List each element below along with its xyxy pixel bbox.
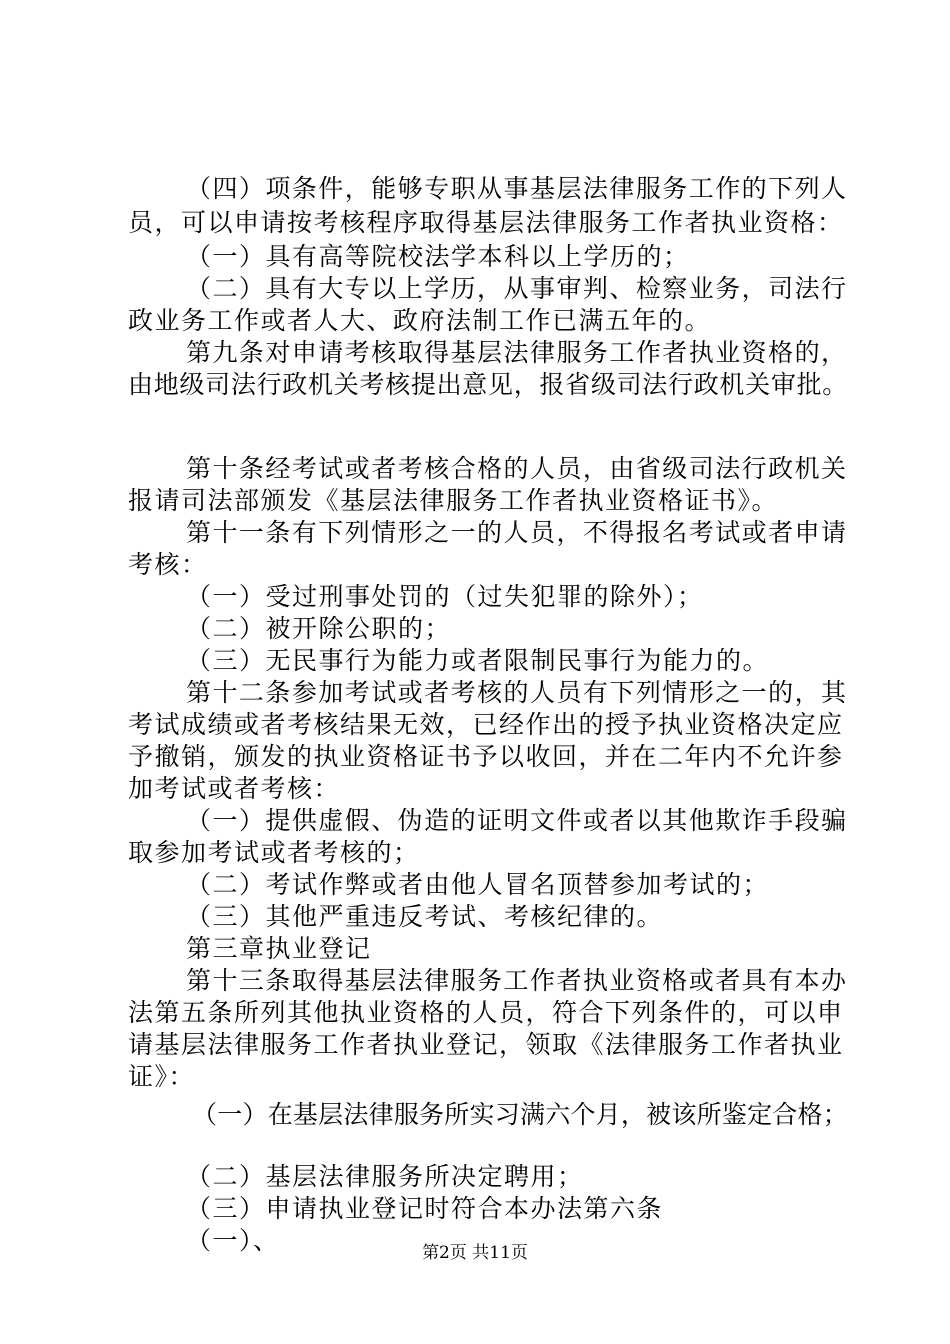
chapter-heading: 第三章执业登记 xyxy=(186,934,372,963)
page-footer: 第2页 共11页 xyxy=(422,1243,528,1263)
paragraph-line: （一）提供虚假、伪造的证明文件或者以其他欺诈手段骗 xyxy=(186,806,848,835)
paragraph-line: （二）基层法律服务所决定聘用； xyxy=(186,1162,584,1191)
paragraph-line: 第十条经考试或者考核合格的人员，由省级司法行政机关 xyxy=(186,454,848,483)
paragraph-line: （一）具有高等院校法学本科以上学历的； xyxy=(186,242,690,271)
paragraph-line: （三）无民事行为能力或者限制民事行为能力的。 xyxy=(186,646,770,675)
paragraph-line: 第十一条有下列情形之一的人员，不得报名考试或者申请 xyxy=(186,518,848,547)
paragraph-line: 取参加考试或者考核的； xyxy=(128,838,420,867)
paragraph-line: 请基层法律服务工作者执业登记，领取《法律服务工作者执业 xyxy=(128,1030,844,1059)
paragraph-line: （三）其他严重违反考试、考核纪律的。 xyxy=(186,902,664,931)
paragraph-line: 予撤销，颁发的执业资格证书予以收回，并在二年内不允许参 xyxy=(128,742,844,771)
paragraph-line: （四）项条件，能够专职从事基层法律服务工作的下列人 xyxy=(186,174,848,203)
paragraph-line: 员，可以申请按考核程序取得基层法律服务工作者执业资格： xyxy=(128,208,844,237)
paragraph-line: 由地级司法行政机关考核提出意见，报省级司法行政机关审批。 xyxy=(128,370,849,399)
paragraph-line: （一）受过刑事处罚的（过失犯罪的除外）； xyxy=(186,582,704,611)
paragraph-line: 加考试或者考核： xyxy=(128,774,341,803)
paragraph-line: 考试成绩或者考核结果无效，已经作出的授予执业资格决定应 xyxy=(128,710,844,739)
paragraph-line: 报请司法部颁发《基层法律服务工作者执业资格证书》。 xyxy=(128,486,779,515)
paragraph-line: 第九条对申请考核取得基层法律服务工作者执业资格的， xyxy=(186,338,848,367)
paragraph-line: 政业务工作或者人大、政府法制工作已满五年的。 xyxy=(128,306,712,335)
paragraph-line: （一）在基层法律服务所实习满六个月，被该所鉴定合格； xyxy=(192,1100,849,1129)
paragraph-line: 法第五条所列其他执业资格的人员，符合下列条件的，可以申 xyxy=(128,998,844,1027)
paragraph-line: 第十三条取得基层法律服务工作者执业资格或者具有本办 xyxy=(186,966,848,995)
paragraph-line: （一）、 xyxy=(186,1226,280,1255)
paragraph-line: 证》： xyxy=(128,1062,196,1091)
paragraph-line: （二）被开除公职的； xyxy=(186,614,452,643)
paragraph-line: （二）考试作弊或者由他人冒名顶替参加考试的； xyxy=(186,870,770,899)
paragraph-line: 考核： xyxy=(128,550,208,579)
paragraph-line: （三）申请执业登记时符合本办法第六条 xyxy=(186,1194,664,1223)
paragraph-line: （二）具有大专以上学历，从事审判、检察业务，司法行 xyxy=(186,274,848,303)
paragraph-line: 第十二条参加考试或者考核的人员有下列情形之一的，其 xyxy=(186,678,848,707)
